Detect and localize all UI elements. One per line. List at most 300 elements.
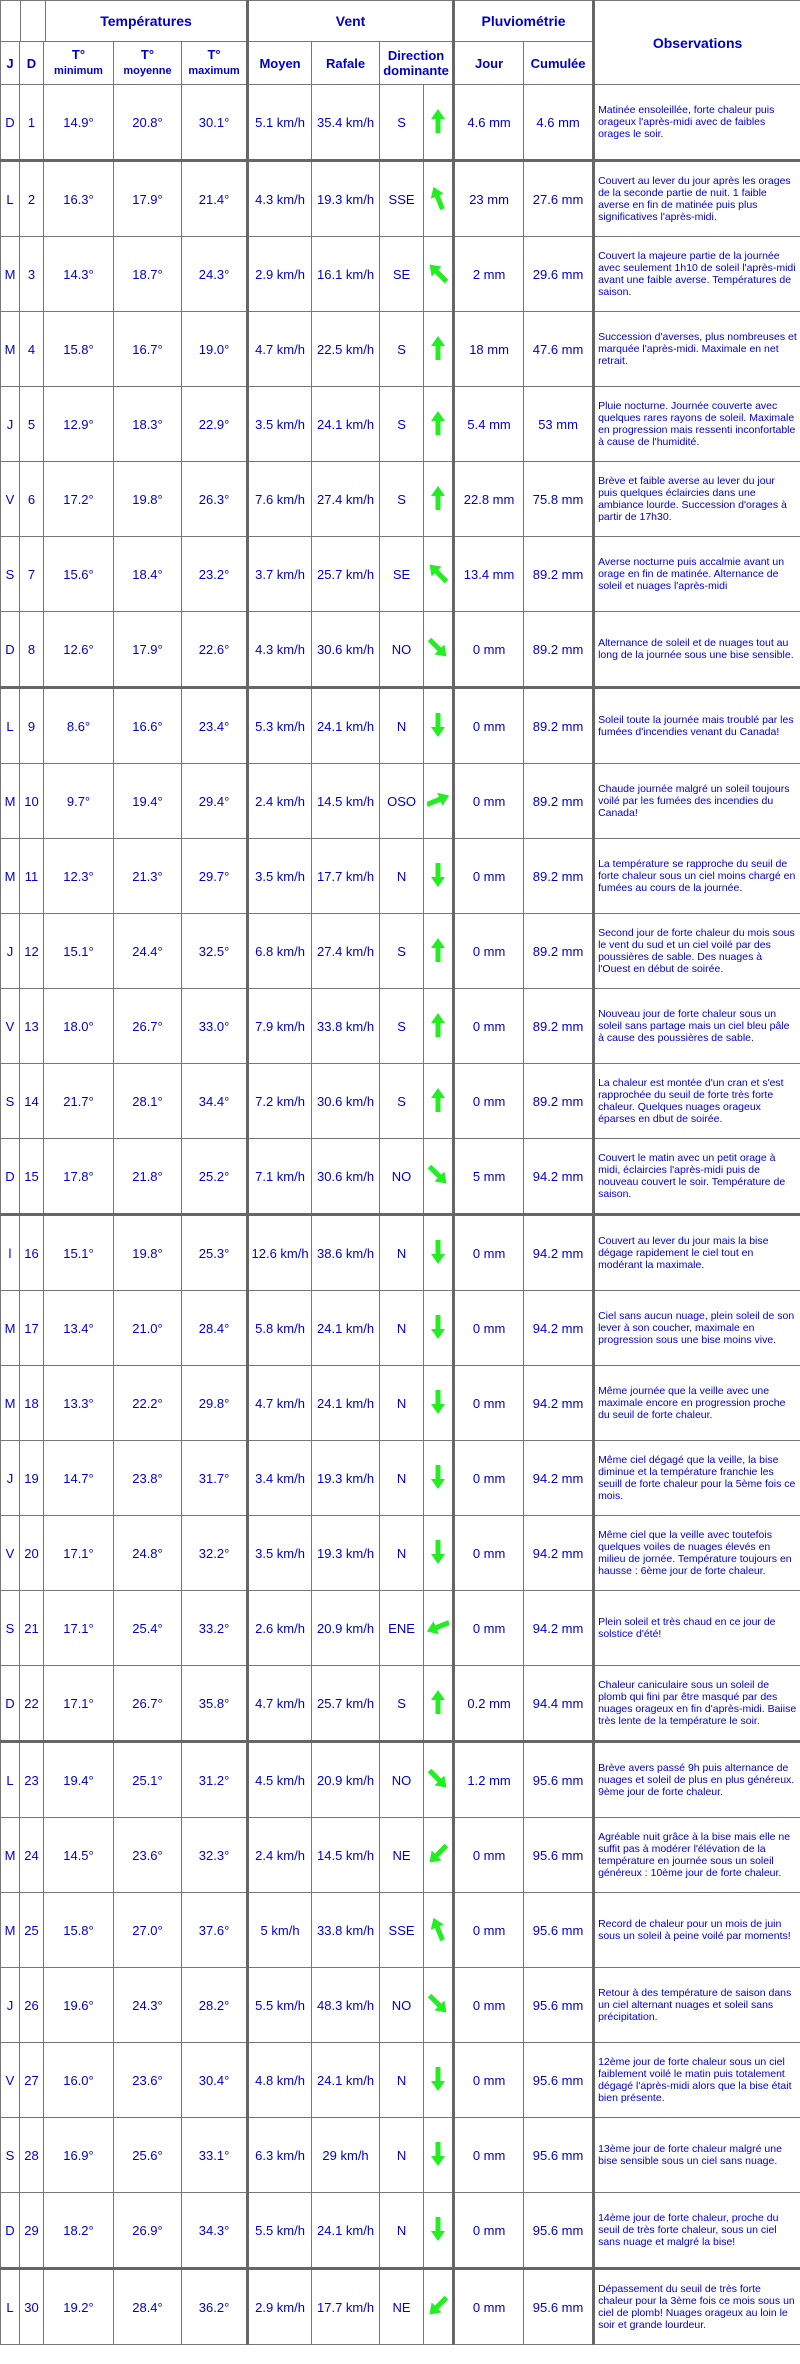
observation-cell: Agréable nuit grâce à la bise mais elle ne suffit pas à modérer l'élévation de la température en journée sous un soleil généreux : 10ème jour de forte chaleur.	[594, 1818, 800, 1893]
wind-gust-cell: 20.9 km/h	[312, 1591, 380, 1666]
rain-cumul-cell: 95.6 mm	[524, 1742, 594, 1818]
wind-arrow-shape	[427, 1616, 449, 1638]
wind-gust-cell: 22.5 km/h	[312, 312, 380, 387]
table-row	[1, 1591, 800, 1666]
table-row	[1, 1968, 800, 2043]
header-tmax	[182, 42, 248, 85]
header-tmoy-top: T°	[140, 47, 155, 62]
wind-arrow-icon	[427, 787, 449, 813]
day-number-cell: 4	[20, 312, 44, 387]
wind-arrow-shape	[431, 1465, 445, 1489]
table-row	[1, 462, 800, 537]
table-row	[1, 1064, 800, 1139]
temp-avg-cell: 17.9°	[114, 612, 182, 688]
observation-cell: Dépassement du seuil de très forte chaleur pour la 3ème fois ce mois sous un ciel de plomb! Nuages orageux au loin le soir et grande lourdeur.	[594, 2269, 800, 2345]
wind-arrow-icon	[427, 937, 449, 963]
rain-day-cell: 23 mm	[454, 161, 524, 237]
rain-day-cell: 0 mm	[454, 1893, 524, 1968]
temp-avg-cell: 20.8°	[114, 85, 182, 161]
day-number-cell: 17	[20, 1291, 44, 1366]
day-letter-cell: D	[1, 612, 20, 688]
wind-arrow-shape	[431, 1315, 445, 1339]
day-number-cell: 10	[20, 764, 44, 839]
temp-max-cell: 22.6°	[182, 612, 248, 688]
wind-avg-cell: 3.5 km/h	[248, 1516, 312, 1591]
temp-avg-cell: 28.4°	[114, 2269, 182, 2345]
rain-day-cell: 0 mm	[454, 1516, 524, 1591]
day-number-cell: 30	[20, 2269, 44, 2345]
temp-max-cell: 29.7°	[182, 839, 248, 914]
wind-direction-cell: NE	[380, 2269, 424, 2345]
rain-cumul-cell: 95.6 mm	[524, 1968, 594, 2043]
wind-arrow-cell	[424, 1291, 454, 1366]
wind-arrow-cell	[424, 1968, 454, 2043]
wind-gust-cell: 17.7 km/h	[312, 2269, 380, 2345]
rain-cumul-cell: 95.6 mm	[524, 2043, 594, 2118]
wind-arrow-icon	[427, 1539, 449, 1565]
wind-avg-cell: 5.5 km/h	[248, 1968, 312, 2043]
wind-arrow-icon	[427, 485, 449, 511]
observation-cell: Brève et faible averse au lever du jour puis quelques éclaircies dans une ambiance lourde. Succession d'orages à partir de 17h30.	[594, 462, 800, 537]
wind-arrow-cell	[424, 914, 454, 989]
wind-gust-cell: 19.3 km/h	[312, 1441, 380, 1516]
wind-direction-cell: NO	[380, 1742, 424, 1818]
day-letter-cell: M	[1, 1893, 20, 1968]
wind-arrow-icon	[427, 560, 449, 586]
rain-day-cell: 5 mm	[454, 1139, 524, 1215]
header-observations: Observations	[594, 1, 800, 85]
wind-arrow-cell	[424, 2269, 454, 2345]
observation-cell: Nouveau jour de forte chaleur sous un soleil sans partage mais un ciel bleu pâle à cause des poussières de sable.	[594, 989, 800, 1064]
temp-avg-cell: 23.8°	[114, 1441, 182, 1516]
wind-avg-cell: 5.8 km/h	[248, 1291, 312, 1366]
wind-avg-cell: 3.5 km/h	[248, 839, 312, 914]
wind-arrow-cell	[424, 237, 454, 312]
rain-day-cell: 22.8 mm	[454, 462, 524, 537]
rain-cumul-cell: 94.2 mm	[524, 1516, 594, 1591]
header-j: J	[1, 42, 20, 85]
day-number-cell: 26	[20, 1968, 44, 2043]
observation-cell: 14ème jour de forte chaleur, proche du seuil de très forte chaleur, sous un ciel sans nuage et malgré la bise!	[594, 2193, 800, 2269]
temp-max-cell: 34.3°	[182, 2193, 248, 2269]
wind-direction-cell: N	[380, 1516, 424, 1591]
wind-avg-cell: 7.6 km/h	[248, 462, 312, 537]
wind-arrow-shape	[427, 1916, 449, 1942]
wind-arrow-cell	[424, 312, 454, 387]
wind-avg-cell: 4.7 km/h	[248, 1666, 312, 1742]
wind-arrow-icon	[427, 1841, 449, 1867]
wind-gust-cell: 17.7 km/h	[312, 839, 380, 914]
wind-avg-cell: 2.9 km/h	[248, 2269, 312, 2345]
wind-avg-cell: 4.3 km/h	[248, 161, 312, 237]
temp-avg-cell: 23.6°	[114, 1818, 182, 1893]
temp-min-cell: 15.8°	[44, 312, 114, 387]
temp-min-cell: 13.3°	[44, 1366, 114, 1441]
day-letter-cell: L	[1, 2269, 20, 2345]
temp-min-cell: 16.0°	[44, 2043, 114, 2118]
wind-arrow-icon	[427, 410, 449, 436]
observation-cell: Alternance de soleil et de nuages tout au long de la journée sous une bise sensible.	[594, 612, 800, 688]
wind-arrow-shape	[431, 336, 445, 360]
wind-avg-cell: 2.4 km/h	[248, 1818, 312, 1893]
wind-gust-cell: 38.6 km/h	[312, 1215, 380, 1291]
wind-direction-cell: SSE	[380, 161, 424, 237]
observation-cell: La température se rapproche du seuil de forte chaleur sous un ciel moins chargé en fumées au cours de la journée.	[594, 839, 800, 914]
temp-avg-cell: 25.1°	[114, 1742, 182, 1818]
day-letter-cell: M	[1, 1366, 20, 1441]
day-letter-cell: M	[1, 764, 20, 839]
day-letter-cell: S	[1, 537, 20, 612]
temp-min-cell: 19.4°	[44, 1742, 114, 1818]
header-d-spacer	[21, 1, 46, 41]
temp-min-cell: 12.6°	[44, 612, 114, 688]
header-moyen: Moyen	[248, 42, 312, 85]
rain-cumul-cell: 95.6 mm	[524, 2118, 594, 2193]
wind-arrow-shape	[431, 863, 445, 887]
day-letter-cell: M	[1, 839, 20, 914]
temp-min-cell: 17.2°	[44, 462, 114, 537]
wind-arrow-cell	[424, 1064, 454, 1139]
temp-max-cell: 36.2°	[182, 2269, 248, 2345]
wind-arrow-icon	[427, 108, 449, 134]
observation-cell: Plein soleil et très chaud en ce jour de solstice d'été!	[594, 1591, 800, 1666]
table-row	[1, 1291, 800, 1366]
rain-day-cell: 13.4 mm	[454, 537, 524, 612]
wind-arrow-shape	[427, 1766, 449, 1792]
day-number-cell: 14	[20, 1064, 44, 1139]
temp-max-cell: 31.7°	[182, 1441, 248, 1516]
day-number-cell: 29	[20, 2193, 44, 2269]
rain-day-cell: 2 mm	[454, 237, 524, 312]
wind-arrow-shape	[427, 560, 449, 586]
temp-avg-cell: 27.0°	[114, 1893, 182, 1968]
table-row	[1, 1893, 800, 1968]
wind-arrow-cell	[424, 1139, 454, 1215]
wind-gust-cell: 20.9 km/h	[312, 1742, 380, 1818]
rain-day-cell: 4.6 mm	[454, 85, 524, 161]
day-number-cell: 12	[20, 914, 44, 989]
wind-arrow-shape	[431, 1240, 445, 1264]
temp-min-cell: 15.6°	[44, 537, 114, 612]
header-tmax-bottom: maximum	[188, 65, 240, 77]
temp-max-cell: 24.3°	[182, 237, 248, 312]
header-direction-bottom: dominante	[383, 63, 449, 78]
rain-cumul-cell: 47.6 mm	[524, 312, 594, 387]
temp-avg-cell: 23.6°	[114, 2043, 182, 2118]
wind-arrow-shape	[431, 713, 445, 737]
wind-arrow-cell	[424, 1591, 454, 1666]
wind-arrow-cell	[424, 764, 454, 839]
observation-cell: Soleil toute la journée mais troublé par les fumées d'incendies venant du Canada!	[594, 688, 800, 764]
rain-cumul-cell: 89.2 mm	[524, 612, 594, 688]
temp-avg-cell: 28.1°	[114, 1064, 182, 1139]
table-row	[1, 1818, 800, 1893]
temp-max-cell: 28.4°	[182, 1291, 248, 1366]
wind-gust-cell: 24.1 km/h	[312, 1291, 380, 1366]
rain-day-cell: 0 mm	[454, 914, 524, 989]
temp-max-cell: 29.8°	[182, 1366, 248, 1441]
table-row	[1, 914, 800, 989]
temp-min-cell: 18.2°	[44, 2193, 114, 2269]
wind-gust-cell: 27.4 km/h	[312, 462, 380, 537]
wind-arrow-icon	[427, 260, 449, 286]
wind-gust-cell: 30.6 km/h	[312, 1064, 380, 1139]
wind-avg-cell: 4.8 km/h	[248, 2043, 312, 2118]
temp-min-cell: 13.4°	[44, 1291, 114, 1366]
temp-avg-cell: 26.7°	[114, 989, 182, 1064]
wind-gust-cell: 33.8 km/h	[312, 989, 380, 1064]
header-temperatures	[1, 1, 248, 42]
wind-arrow-cell	[424, 85, 454, 161]
temp-avg-cell: 22.2°	[114, 1366, 182, 1441]
table-row	[1, 1742, 800, 1818]
rain-day-cell: 0 mm	[454, 1818, 524, 1893]
table-row	[1, 537, 800, 612]
table-row	[1, 161, 800, 237]
wind-arrow-shape	[431, 109, 445, 133]
rain-day-cell: 1.2 mm	[454, 1742, 524, 1818]
temp-max-cell: 25.3°	[182, 1215, 248, 1291]
wind-arrow-icon	[427, 1689, 449, 1715]
rain-day-cell: 0 mm	[454, 1366, 524, 1441]
temp-min-cell: 14.3°	[44, 237, 114, 312]
rain-day-cell: 0 mm	[454, 1215, 524, 1291]
rain-cumul-cell: 4.6 mm	[524, 85, 594, 161]
table-row	[1, 1215, 800, 1291]
temp-avg-cell: 25.4°	[114, 1591, 182, 1666]
rain-cumul-cell: 89.2 mm	[524, 989, 594, 1064]
rain-day-cell: 0 mm	[454, 2193, 524, 2269]
wind-direction-cell: SE	[380, 237, 424, 312]
rain-cumul-cell: 94.2 mm	[524, 1441, 594, 1516]
wind-direction-cell: NE	[380, 1818, 424, 1893]
day-letter-cell: J	[1, 1968, 20, 2043]
wind-arrow-icon	[427, 1991, 449, 2017]
table-row	[1, 1139, 800, 1215]
day-number-cell: 20	[20, 1516, 44, 1591]
wind-arrow-shape	[431, 2067, 445, 2091]
temp-avg-cell: 19.8°	[114, 462, 182, 537]
observation-cell: Couvert la majeure partie de la journée avec seulement 1h10 de soleil l'après-midi avant une faible averse. Températures de saison.	[594, 237, 800, 312]
wind-arrow-icon	[427, 1162, 449, 1188]
rain-day-cell: 0 mm	[454, 764, 524, 839]
wind-arrow-icon	[427, 635, 449, 661]
day-letter-cell: V	[1, 1516, 20, 1591]
day-letter-cell: D	[1, 1666, 20, 1742]
temp-avg-cell: 16.7°	[114, 312, 182, 387]
wind-direction-cell: S	[380, 85, 424, 161]
rain-cumul-cell: 89.2 mm	[524, 1064, 594, 1139]
temp-avg-cell: 16.6°	[114, 688, 182, 764]
wind-gust-cell: 14.5 km/h	[312, 764, 380, 839]
temp-min-cell: 17.1°	[44, 1516, 114, 1591]
wind-gust-cell: 24.1 km/h	[312, 688, 380, 764]
day-letter-cell: S	[1, 1591, 20, 1666]
temp-min-cell: 19.2°	[44, 2269, 114, 2345]
day-letter-cell: J	[1, 1441, 20, 1516]
temp-avg-cell: 18.3°	[114, 387, 182, 462]
wind-arrow-icon	[427, 335, 449, 361]
wind-avg-cell: 4.5 km/h	[248, 1742, 312, 1818]
wind-gust-cell: 24.1 km/h	[312, 387, 380, 462]
temp-min-cell: 18.0°	[44, 989, 114, 1064]
day-number-cell: 1	[20, 85, 44, 161]
wind-direction-cell: N	[380, 1441, 424, 1516]
rain-cumul-cell: 94.2 mm	[524, 1366, 594, 1441]
wind-arrow-shape	[431, 938, 445, 962]
rain-day-cell: 5.4 mm	[454, 387, 524, 462]
rain-day-cell: 0.2 mm	[454, 1666, 524, 1742]
header-tmin-bottom: minimum	[54, 65, 103, 77]
rain-day-cell: 0 mm	[454, 1441, 524, 1516]
table-row	[1, 2269, 800, 2345]
wind-arrow-shape	[431, 411, 445, 435]
rain-cumul-cell: 94.4 mm	[524, 1666, 594, 1742]
rain-day-cell: 0 mm	[454, 1968, 524, 2043]
day-letter-cell: L	[1, 688, 20, 764]
wind-arrow-cell	[424, 2118, 454, 2193]
day-letter-cell: M	[1, 1818, 20, 1893]
day-number-cell: 27	[20, 2043, 44, 2118]
wind-direction-cell: SSE	[380, 1893, 424, 1968]
wind-avg-cell: 3.4 km/h	[248, 1441, 312, 1516]
wind-arrow-shape	[427, 635, 449, 661]
temp-min-cell: 12.9°	[44, 387, 114, 462]
wind-arrow-cell	[424, 1516, 454, 1591]
day-number-cell: 19	[20, 1441, 44, 1516]
wind-avg-cell: 6.3 km/h	[248, 2118, 312, 2193]
wind-arrow-shape	[431, 1013, 445, 1037]
rain-cumul-cell: 27.6 mm	[524, 161, 594, 237]
table-row	[1, 2118, 800, 2193]
observation-cell: Record de chaleur pour un mois de juin sous un soleil à peine voilé par moments!	[594, 1893, 800, 1968]
temp-min-cell: 21.7°	[44, 1064, 114, 1139]
table-row	[1, 2193, 800, 2269]
temp-avg-cell: 25.6°	[114, 2118, 182, 2193]
table-row	[1, 1666, 800, 1742]
header-vent: Vent	[248, 1, 454, 42]
wind-arrow-cell	[424, 1742, 454, 1818]
day-letter-cell: D	[1, 2193, 20, 2269]
day-letter-cell: J	[1, 914, 20, 989]
temp-max-cell: 32.3°	[182, 1818, 248, 1893]
day-number-cell: 15	[20, 1139, 44, 1215]
day-letter-cell: V	[1, 2043, 20, 2118]
temp-max-cell: 30.4°	[182, 2043, 248, 2118]
observation-cell: Succession d'averses, plus nombreuses et marquée l'après-midi. Maximale en net retrait.	[594, 312, 800, 387]
wind-arrow-shape	[427, 789, 449, 811]
rain-cumul-cell: 75.8 mm	[524, 462, 594, 537]
wind-avg-cell: 2.6 km/h	[248, 1591, 312, 1666]
wind-direction-cell: N	[380, 2118, 424, 2193]
temp-min-cell: 17.1°	[44, 1666, 114, 1742]
day-letter-cell: M	[1, 312, 20, 387]
wind-arrow-cell	[424, 2043, 454, 2118]
wind-avg-cell: 7.2 km/h	[248, 1064, 312, 1139]
temp-min-cell: 19.6°	[44, 1968, 114, 2043]
wind-gust-cell: 24.1 km/h	[312, 1366, 380, 1441]
header-cumulee: Cumulée	[524, 42, 594, 85]
temp-max-cell: 33.0°	[182, 989, 248, 1064]
rain-cumul-cell: 89.2 mm	[524, 537, 594, 612]
temp-max-cell: 23.2°	[182, 537, 248, 612]
rain-cumul-cell: 89.2 mm	[524, 764, 594, 839]
wind-arrow-cell	[424, 1441, 454, 1516]
observation-cell: Ciel sans aucun nuage, plein soleil de son lever à son coucher, maximale en progression sous une bise moins vive.	[594, 1291, 800, 1366]
table-row	[1, 612, 800, 688]
wind-avg-cell: 4.7 km/h	[248, 312, 312, 387]
wind-direction-cell: S	[380, 1064, 424, 1139]
wind-avg-cell: 5 km/h	[248, 1893, 312, 1968]
wind-arrow-shape	[431, 2142, 445, 2166]
wind-arrow-cell	[424, 989, 454, 1064]
rain-day-cell: 0 mm	[454, 2118, 524, 2193]
wind-arrow-icon	[427, 1464, 449, 1490]
rain-cumul-cell: 29.6 mm	[524, 237, 594, 312]
rain-cumul-cell: 95.6 mm	[524, 1893, 594, 1968]
observation-cell: Averse nocturne puis accalmie avant un orage en fin de matinée. Alternance de soleil et nuages l'après-midi	[594, 537, 800, 612]
wind-direction-cell: OSO	[380, 764, 424, 839]
day-number-cell: 2	[20, 161, 44, 237]
temp-avg-cell: 26.7°	[114, 1666, 182, 1742]
observation-cell: Couvert au lever du jour après les orages de la seconde partie de nuit. 1 faible averse en fin de matinée puis plus significatives l'après-midi.	[594, 161, 800, 237]
wind-avg-cell: 2.4 km/h	[248, 764, 312, 839]
wind-direction-cell: N	[380, 839, 424, 914]
wind-arrow-shape	[431, 1690, 445, 1714]
wind-arrow-cell	[424, 2193, 454, 2269]
wind-avg-cell: 2.9 km/h	[248, 237, 312, 312]
wind-arrow-cell	[424, 1666, 454, 1742]
temp-avg-cell: 18.7°	[114, 237, 182, 312]
rain-cumul-cell: 89.2 mm	[524, 688, 594, 764]
wind-avg-cell: 7.9 km/h	[248, 989, 312, 1064]
table-row	[1, 2043, 800, 2118]
table-row	[1, 85, 800, 161]
wind-gust-cell: 24.1 km/h	[312, 2193, 380, 2269]
rain-day-cell: 18 mm	[454, 312, 524, 387]
wind-direction-cell: SE	[380, 537, 424, 612]
day-letter-cell: V	[1, 462, 20, 537]
wind-direction-cell: S	[380, 462, 424, 537]
header-direction-top: Direction	[387, 48, 445, 63]
wind-arrow-icon	[427, 2141, 449, 2167]
wind-arrow-cell	[424, 1893, 454, 1968]
temp-max-cell: 33.1°	[182, 2118, 248, 2193]
header-tmoy	[114, 42, 182, 85]
temp-max-cell: 35.8°	[182, 1666, 248, 1742]
header-j-spacer	[1, 1, 21, 41]
temp-min-cell: 16.3°	[44, 161, 114, 237]
temp-max-cell: 33.2°	[182, 1591, 248, 1666]
day-letter-cell: J	[1, 387, 20, 462]
observation-cell: Second jour de forte chaleur du mois sous le vent du sud et un ciel voilé par des poussières de sable. Des nuages à l'Ouest en début de soirée.	[594, 914, 800, 989]
wind-arrow-shape	[427, 1991, 449, 2017]
table-row	[1, 989, 800, 1064]
day-number-cell: 25	[20, 1893, 44, 1968]
day-letter-cell: M	[1, 237, 20, 312]
wind-arrow-icon	[427, 2066, 449, 2092]
day-letter-cell: L	[1, 1742, 20, 1818]
wind-avg-cell: 6.8 km/h	[248, 914, 312, 989]
wind-gust-cell: 25.7 km/h	[312, 1666, 380, 1742]
observation-cell: Même journée que la veille avec une maximale encore en progression proche du seuil de forte chaleur.	[594, 1366, 800, 1441]
wind-arrow-icon	[427, 1614, 449, 1640]
table-row	[1, 1366, 800, 1441]
temp-avg-cell: 19.4°	[114, 764, 182, 839]
rain-cumul-cell: 53 mm	[524, 387, 594, 462]
temp-avg-cell: 18.4°	[114, 537, 182, 612]
wind-gust-cell: 35.4 km/h	[312, 85, 380, 161]
